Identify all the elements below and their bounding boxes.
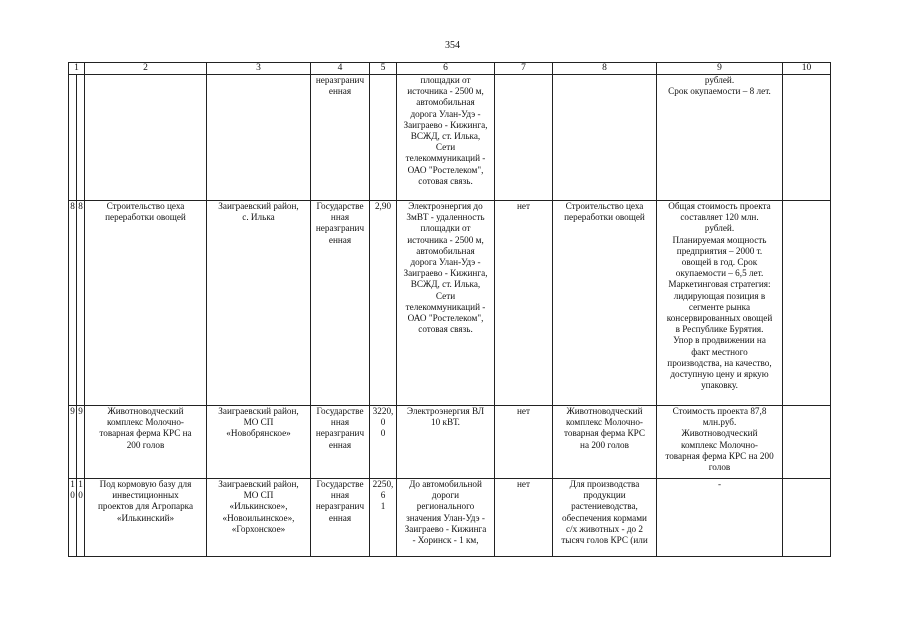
ownership-cell: Государстве нная неразгранич енная <box>311 406 370 479</box>
area-cell: 2,90 <box>370 201 397 406</box>
ownership-cell: неразгранич енная <box>311 75 370 201</box>
encumbrance-cell: нет <box>495 406 553 479</box>
ownership-cell: Государстве нная неразгранич енная <box>311 479 370 557</box>
row-number-cell: 9 <box>77 406 85 479</box>
note-cell <box>783 75 831 201</box>
location-cell: Заиграевский район, с. Илька <box>207 201 311 406</box>
project-info-cell: Общая стоимость проекта составляет 120 млн. рублей. Планируемая мощность предприятия – 2000 т. овощей в год. Срок окупаемости – 6,5 лет. Маркетинговая стратегия: лидирующая позиция в сегменте рынка консервированных овощей в Республике Бурятия. Упор в продвижении на факт местного производства, на качество, доступную цену и яркую упаковку. <box>657 201 783 406</box>
row-number-cell: 1 0 <box>77 479 85 557</box>
header-cell: 2 <box>85 63 207 75</box>
location-cell <box>207 75 311 201</box>
header-cell: 1 <box>69 63 85 75</box>
page-number: 354 <box>445 40 460 51</box>
infrastructure-cell: Электроэнергия ВЛ 10 кВТ. <box>397 406 495 479</box>
row-number-cell: 8 <box>77 201 85 406</box>
header-cell: 10 <box>783 63 831 75</box>
note-cell <box>783 201 831 406</box>
note-cell <box>783 406 831 479</box>
header-cell: 7 <box>495 63 553 75</box>
header-cell: 9 <box>657 63 783 75</box>
purpose-cell <box>553 75 657 201</box>
project-info-cell: - <box>657 479 783 557</box>
purpose-cell: Строительство цеха переработки овощей <box>553 201 657 406</box>
project-info-cell: рублей. Срок окупаемости – 8 лет. <box>657 75 783 201</box>
purpose-cell: Животноводческий комплекс Молочно- товарная ферма КРС на 200 голов <box>553 406 657 479</box>
header-cell: 5 <box>370 63 397 75</box>
object-name-cell <box>85 75 207 201</box>
encumbrance-cell: нет <box>495 479 553 557</box>
note-cell <box>783 479 831 557</box>
row-number-cell <box>69 75 77 201</box>
row-number-cell: 9 <box>69 406 77 479</box>
header-cell: 4 <box>311 63 370 75</box>
header-row <box>69 63 831 75</box>
document-table <box>68 62 831 557</box>
object-name-cell: Под кормовую базу для инвестиционных проектов для Агропарка «Илькинский» <box>85 479 207 557</box>
header-cell: 8 <box>553 63 657 75</box>
infrastructure-cell: Электроэнергия до 3мВТ - удаленность площадки от источника - 2500 м, автомобильная дорога Улан-Удэ - Заиграево - Кижинга, ВСЖД, ст. Илька, Сети телекоммуникаций - ОАО "Ростелеком", сотовая связь. <box>397 201 495 406</box>
ownership-cell: Государстве нная неразгранич енная <box>311 201 370 406</box>
row-number-cell: 8 <box>69 201 77 406</box>
encumbrance-cell: нет <box>495 201 553 406</box>
object-name-cell: Строительство цеха переработки овощей <box>85 201 207 406</box>
project-info-cell: Стоимость проекта 87,8 млн.руб. Животноводческий комплекс Молочно- товарная ферма КРС на 200 голов <box>657 406 783 479</box>
location-cell: Заиграевский район, МО СП «Новобрянское» <box>207 406 311 479</box>
area-cell: 3220,0 0 <box>370 406 397 479</box>
area-cell <box>370 75 397 201</box>
header-cell: 3 <box>207 63 311 75</box>
infrastructure-cell: площадки от источника - 2500 м, автомобильная дорога Улан-Удэ - Заиграево - Кижинга, ВСЖД, ст. Илька, Сети телекоммуникаций - ОАО "Ростелеком", сотовая связь. <box>397 75 495 201</box>
header-cell: 6 <box>397 63 495 75</box>
object-name-cell: Животноводческий комплекс Молочно- товарная ферма КРС на 200 голов <box>85 406 207 479</box>
area-cell: 2250,6 1 <box>370 479 397 557</box>
row-number-cell: 1 0 <box>69 479 77 557</box>
row-number-cell <box>77 75 85 201</box>
table-row <box>69 406 831 479</box>
infrastructure-cell: До автомобильной дороги регионального значения Улан-Удэ - Заиграево - Кижинга - Хоринск - 1 км, <box>397 479 495 557</box>
table-row <box>69 201 831 406</box>
table-row <box>69 75 831 201</box>
purpose-cell: Для производства продукции растениеводства, обеспечения кормами с/х животных - до 2 тысяч голов КРС (или <box>553 479 657 557</box>
encumbrance-cell <box>495 75 553 201</box>
table-row <box>69 479 831 557</box>
location-cell: Заиграевский район, МО СП «Илькинское», «Новоильинское», «Горхонское» <box>207 479 311 557</box>
